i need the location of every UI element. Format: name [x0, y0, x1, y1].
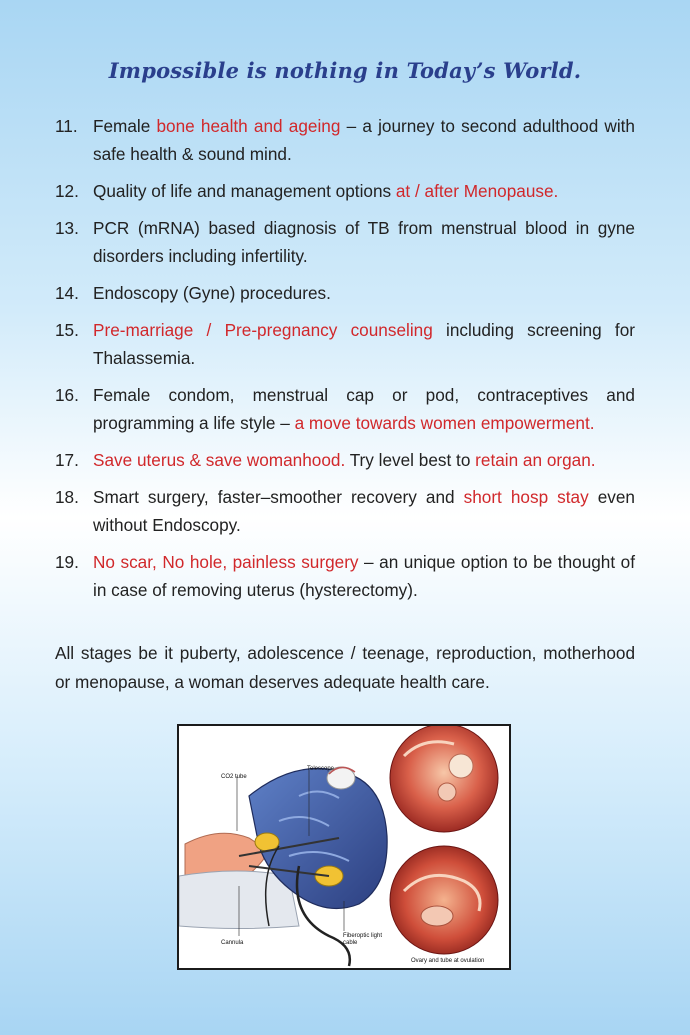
- item-text: Female condom, menstrual cap or pod, contraceptives and programming a life style –: [93, 385, 635, 433]
- list-item: [55, 483, 635, 539]
- list-item-number: 15.: [55, 320, 79, 340]
- highlighted-text: short hosp stay: [463, 487, 589, 507]
- highlighted-text: No scar, No hole, painless surgery: [93, 552, 359, 572]
- list-item: [55, 112, 635, 168]
- item-text: Smart surgery, faster–smoother recovery and: [93, 487, 464, 507]
- highlighted-text: Pre-marriage / Pre-pregnancy counseling: [93, 320, 433, 340]
- list-item-number: 19.: [55, 552, 79, 572]
- numbered-list: [55, 112, 635, 613]
- item-text: Try level best to: [345, 450, 476, 470]
- page-headline: Impossible is nothing in Today’s World.: [108, 58, 582, 83]
- highlighted-text: a move towards women empowerment.: [294, 413, 595, 433]
- list-item-number: 18.: [55, 487, 79, 507]
- item-text: PCR (mRNA) based diagnosis of TB from menstrual blood in gyne disorders including infertility.: [93, 218, 635, 266]
- list-item-number: 17.: [55, 450, 79, 470]
- item-text: including screening for Thalassemia.: [93, 320, 635, 368]
- label-co2-tube: CO2 tube: [221, 774, 247, 780]
- item-text: Endoscopy (Gyne) procedures.: [93, 283, 331, 303]
- list-item: [55, 214, 635, 270]
- highlighted-text: Save uterus & save womanhood.: [93, 450, 346, 470]
- item-text: even without Endoscopy.: [93, 487, 635, 535]
- list-item-number: 14.: [55, 283, 79, 303]
- highlighted-text: bone health and ageing: [156, 116, 341, 136]
- list-item: [55, 316, 635, 372]
- label-telescope: Telescope: [307, 766, 335, 772]
- list-item: [55, 381, 635, 437]
- list-item: [55, 548, 635, 604]
- laparoscopy-illustration: [177, 724, 511, 970]
- item-text: – an unique option to be thought of in case of removing uterus (hysterectomy).: [93, 552, 636, 600]
- label-ovary-caption: Ovary and tube at ovulation: [411, 958, 485, 964]
- list-item: [55, 279, 635, 307]
- list-item: [55, 446, 635, 474]
- closing-paragraph: All stages be it puberty, adolescence / teenage, reproduction, motherhood or menopause, a woman deserves adequate health care.: [55, 643, 635, 693]
- list-item: [55, 177, 635, 205]
- label-fiberoptic-cable: Fiberoptic light cable: [343, 933, 383, 946]
- item-text: Female: [93, 116, 157, 136]
- label-cannula: Cannula: [221, 940, 244, 946]
- item-text: – a journey to second adulthood with safe health & sound mind.: [93, 116, 635, 164]
- list-item-number: 12.: [55, 181, 79, 201]
- list-item-number: 11.: [55, 116, 78, 136]
- highlighted-text: at / after Menopause.: [395, 181, 559, 201]
- highlighted-text: retain an organ.: [475, 450, 596, 470]
- list-item-number: 16.: [55, 385, 79, 405]
- list-item-number: 13.: [55, 218, 79, 238]
- surgery-illustration-graphic: [179, 726, 509, 968]
- item-text: Quality of life and management options: [93, 181, 396, 201]
